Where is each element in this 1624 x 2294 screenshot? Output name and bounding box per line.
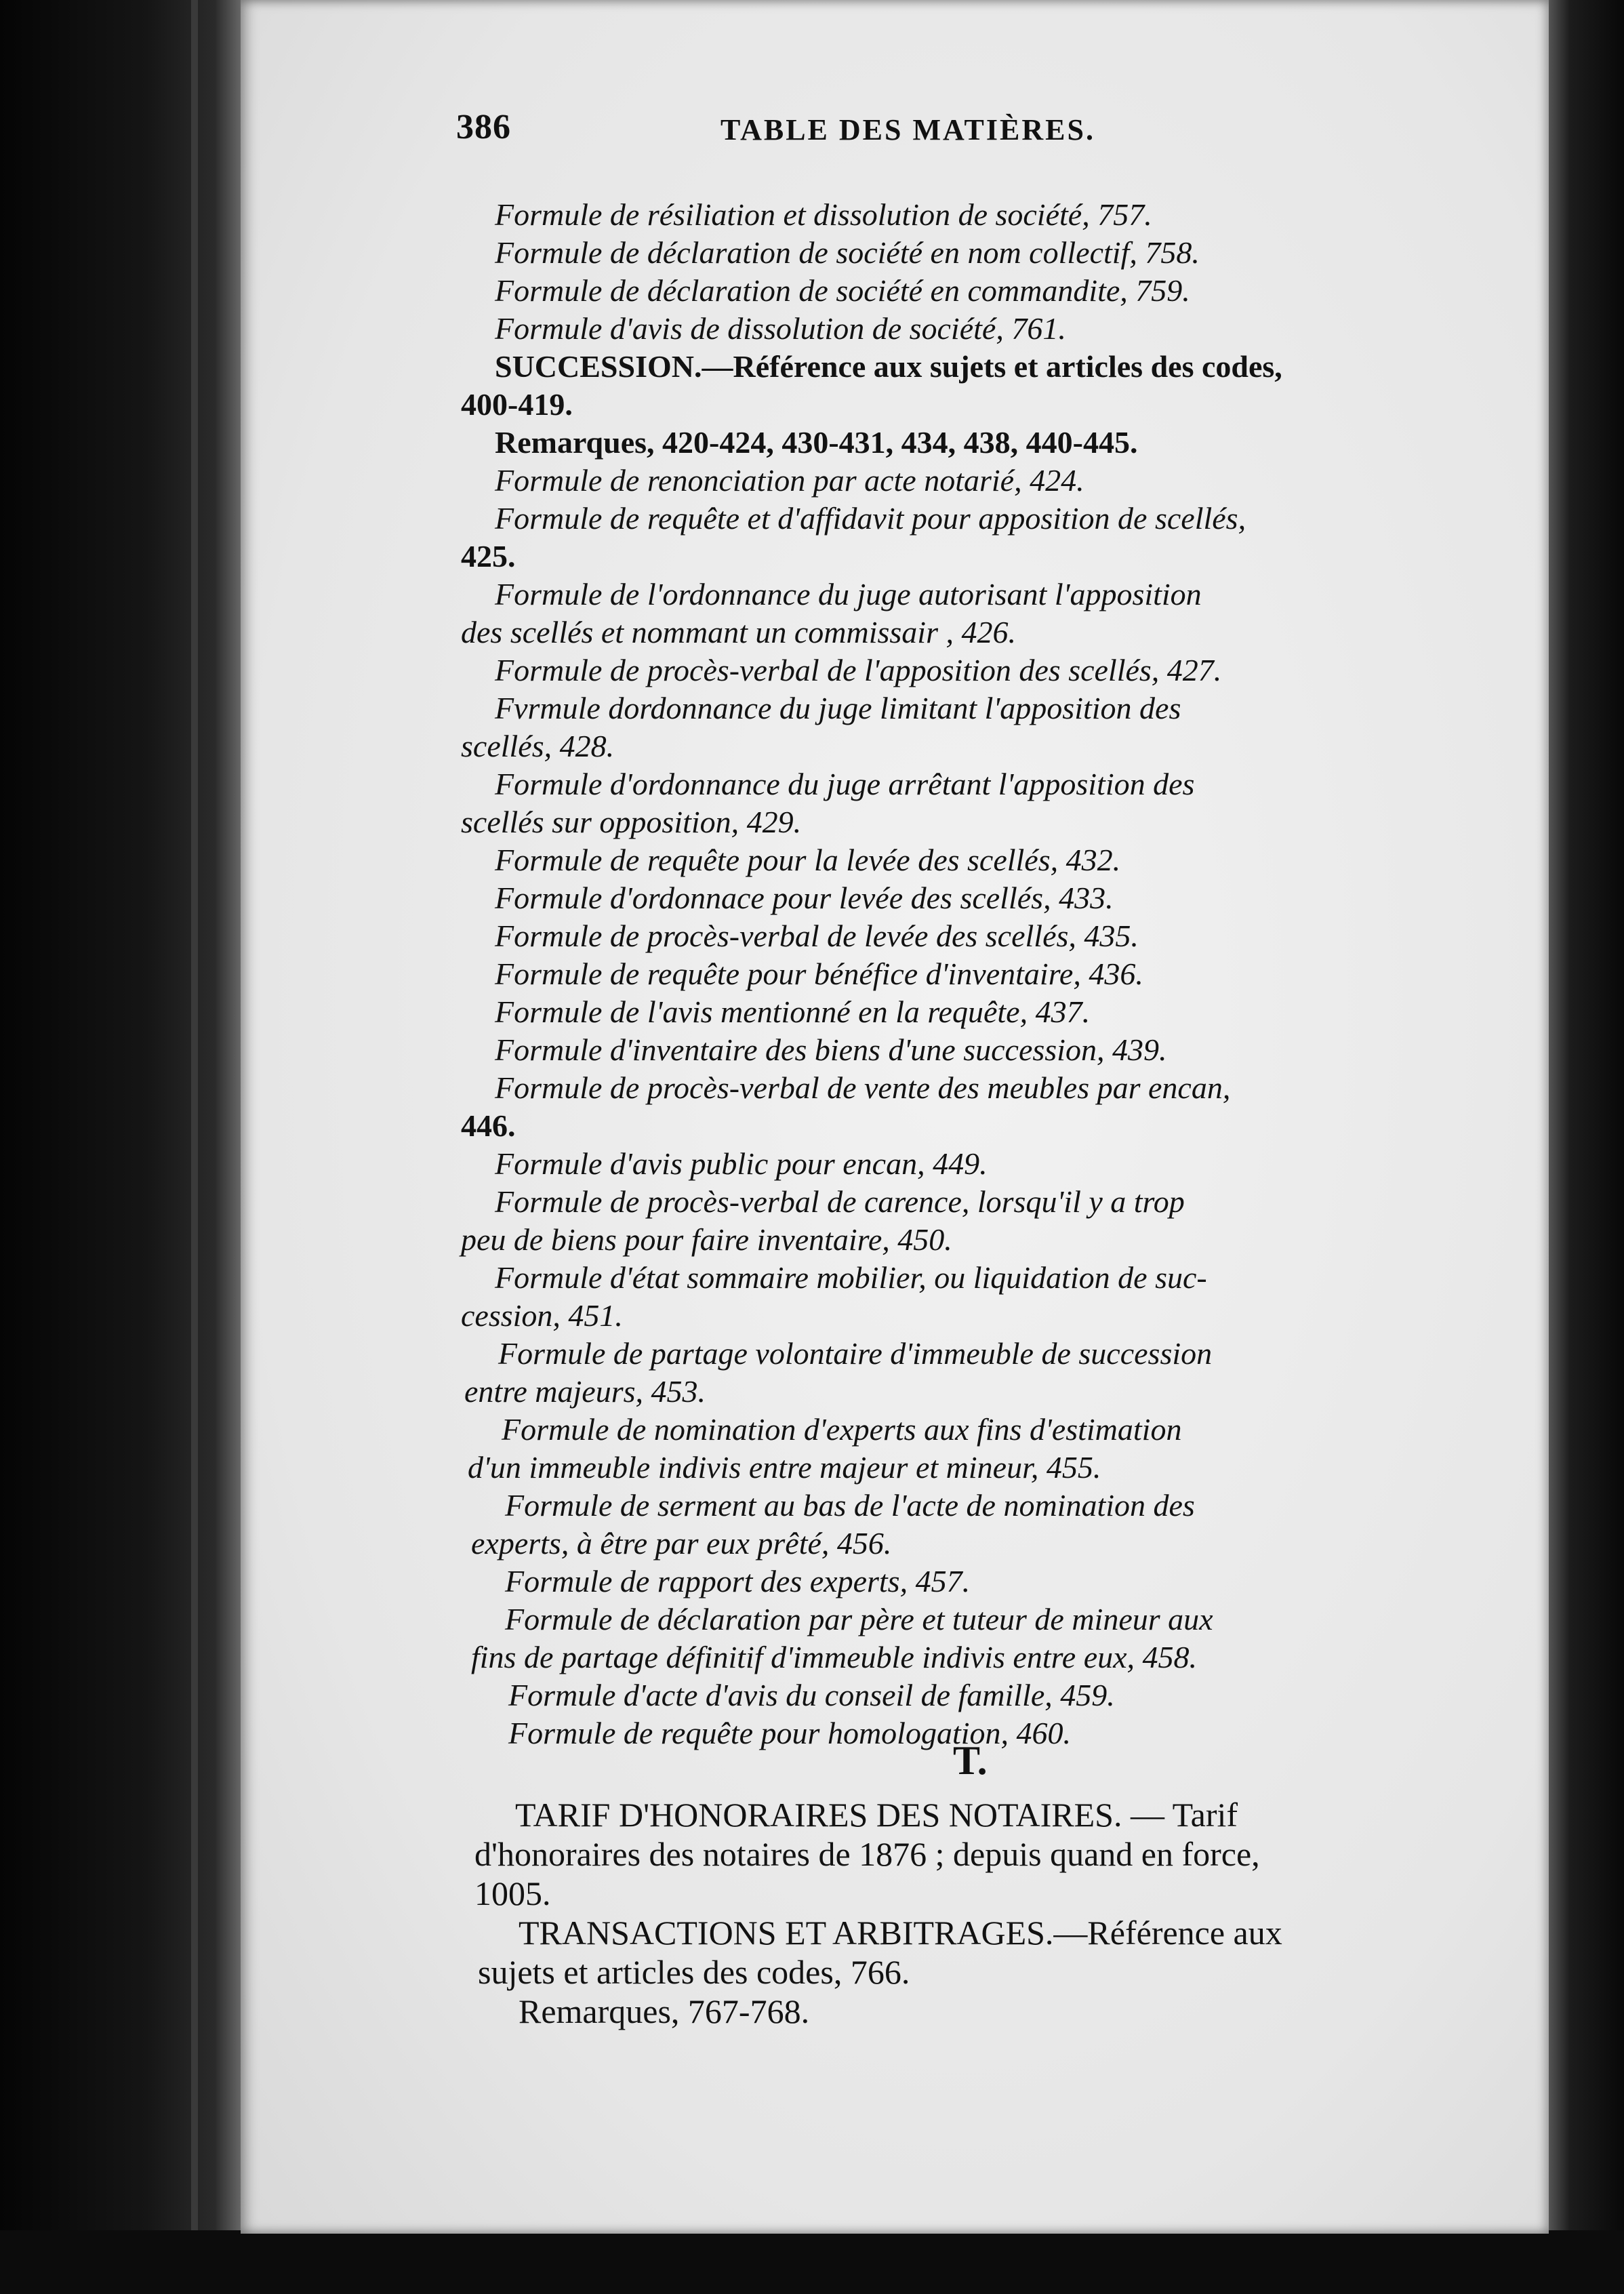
scan-binding-edge [191,0,198,2294]
index-line: Formule de partage volontaire d'immeuble de succession [498,1336,1213,1371]
book-page [241,0,1549,2234]
index-line: Formule de requête pour la levée des scellés, 432. [495,843,1121,877]
page-title: TABLE DES MATIÈRES. [720,113,1095,146]
index-line: peu de biens pour faire inventaire, 450. [461,1222,952,1257]
index-line: Formule d'état sommaire mobilier, ou liquidation de suc- [495,1260,1207,1295]
index-line: Fvrmule dordonnance du juge limitant l'apposition des [495,691,1181,725]
index-line: scellés, 428. [461,729,615,763]
index-line: Formule d'ordonnance du juge arrêtant l'apposition des [495,767,1195,801]
index-line: Remarques, 767-768. [519,1992,810,2030]
index-line: Formule d'ordonnace pour levée des scellés, 433. [495,881,1114,915]
index-line: Formule de requête pour homologation, 460. [508,1716,1072,1750]
index-line: d'un immeuble indivis entre majeur et mineur, 455. [468,1450,1101,1485]
index-line: Formule de renonciation par acte notarié, 424. [495,463,1084,498]
section-t-entries [241,0,1549,2234]
index-line: Formule d'inventaire des biens d'une succession, 439. [495,1032,1167,1067]
index-line: Formule de déclaration de société en nom collectif, 758. [495,235,1200,270]
index-line: Remarques, 420-424, 430-431, 434, 438, 440-445. [495,425,1138,460]
index-line: Formule de procès-verbal de levée des scellés, 435. [495,919,1139,953]
section-letter-heading: T. [953,1738,988,1783]
index-line: Formule de rapport des experts, 457. [505,1564,971,1598]
index-line: Formule de requête et d'affidavit pour apposition de scellés, [495,501,1246,536]
index-line: cession, 451. [461,1298,623,1333]
index-line: scellés sur opposition, 429. [461,805,802,839]
scan-bottom-border [0,2230,1624,2294]
index-line: entre majeurs, 453. [464,1374,706,1409]
index-line: Formule de nomination d'experts aux fins d'estimation [502,1412,1182,1447]
index-line: TARIF D'HONORAIRES DES NOTAIRES. — Tarif [515,1796,1238,1834]
index-line: Formule de résiliation et dissolution de société, 757. [495,197,1152,232]
scan-left-border [0,0,244,2294]
scan-right-border [1547,0,1624,2294]
index-line: fins de partage définitif d'immeuble indivis entre eux, 458. [471,1640,1198,1674]
index-line: Formule de requête pour bénéfice d'inventaire, 436. [495,957,1143,991]
index-line: Formule de serment au bas de l'acte de nomination des [505,1488,1195,1523]
index-line: Formule de procès-verbal de carence, lorsqu'il y a trop [495,1184,1185,1219]
index-line: Formule de l'ordonnance du juge autorisant l'apposition [495,577,1202,611]
index-line: 425. [461,539,516,574]
index-line: Formule d'avis de dissolution de société, 761. [495,311,1066,346]
index-line: Formule de procès-verbal de vente des meubles par encan, [495,1070,1231,1105]
index-line: Formule de déclaration de société en commandite, 759. [495,273,1190,308]
page-number: 386 [456,108,511,146]
index-line: 1005. [474,1874,551,1912]
index-line: Formule de déclaration par père et tuteur de mineur aux [505,1602,1213,1636]
index-line: sujets et articles des codes, 766. [478,1953,910,1991]
index-line: 400-419. [461,387,573,422]
index-line: Formule d'acte d'avis du conseil de famille, 459. [508,1678,1115,1712]
index-line: TRANSACTIONS ET ARBITRAGES.—Référence aux [519,1914,1282,1952]
index-line: 446. [461,1108,516,1143]
index-line: Formule d'avis public pour encan, 449. [495,1146,988,1181]
index-line: SUCCESSION.—Référence aux sujets et articles des codes, [495,349,1282,384]
index-line: Formule de l'avis mentionné en la requête, 437. [495,994,1091,1029]
index-line: des scellés et nommant un commissair , 426. [461,615,1016,649]
index-line: Formule de procès-verbal de l'apposition des scellés, 427. [495,653,1222,687]
index-line: experts, à être par eux prêté, 456. [471,1526,892,1561]
index-line: d'honoraires des notaires de 1876 ; depuis quand en force, [474,1835,1260,1873]
